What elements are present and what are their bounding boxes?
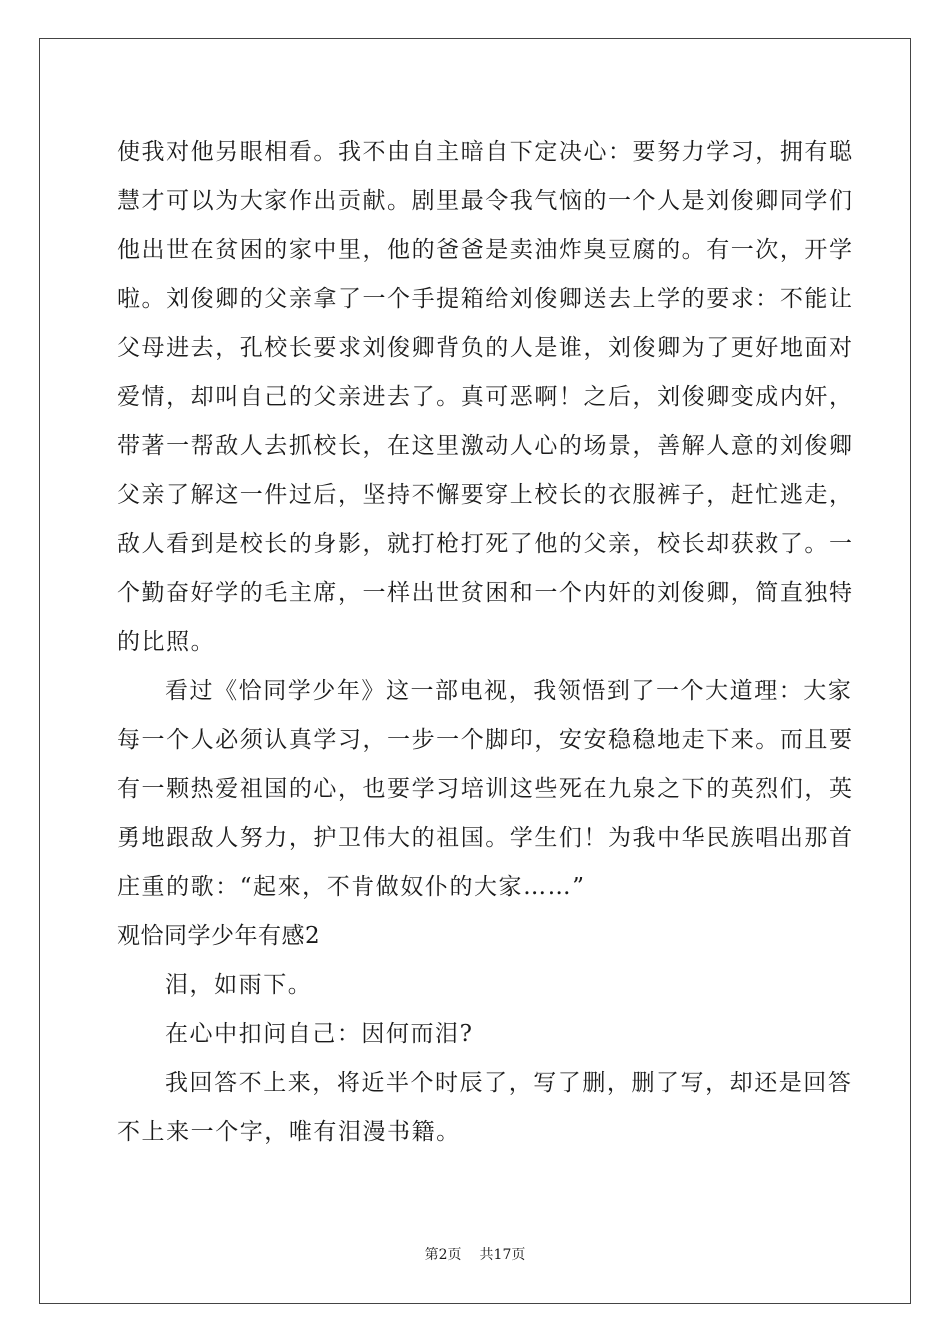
text-line-1: 使我对他另眼相看。我不由自主暗自下定决心：要努力学习，拥有聪 [117,139,854,165]
paragraph-start-line-19: 在心中扣问自己：因何而泪? [165,1021,474,1047]
text-line-6: 爱情，却叫自己的父亲进去了。真可恶啊！之后，刘俊卿变成内奸， [117,384,854,410]
page-number: 第2页 [424,1247,462,1263]
text-line-2: 慧才可以为大家作出贡献。剧里最令我气恼的一个人是刘俊卿同学们 [117,188,854,214]
text-line-21: 不上来一个字，唯有泪漫书籍。 [117,1119,461,1145]
section-heading: 观恰同学少年有感2 [117,923,321,949]
text-line-7: 带著一帮敌人去抓校长，在这里激动人心的场景，善解人意的刘俊卿 [117,433,854,459]
text-line-16: 庄重的歌：“起來，不肯做奴仆的大家……” [117,874,586,900]
text-line-11: 的比照。 [117,629,216,655]
text-line-9: 敌人看到是校长的身影，就打枪打死了他的父亲，校长却获救了。一 [117,531,854,557]
page-footer [0,1244,950,1264]
text-line-13: 每一个人必须认真学习，一步一个脚印，安安稳稳地走下来。而且要 [117,727,854,753]
paragraph-start-line-20: 我回答不上来，将近半个时辰了，写了删，删了写，却还是回答 [165,1070,853,1096]
text-line-15: 勇地跟敌人努力，护卫伟大的祖国。学生们！为我中华民族唱出那首 [117,825,854,851]
text-line-10: 个勤奋好学的毛主席，一样出世贫困和一个内奸的刘俊卿，简直独特 [117,580,854,606]
paragraph-start-line-12: 看过《恰同学少年》这一部电视，我领悟到了一个大道理：大家 [165,678,853,704]
text-line-14: 有一颗热爱祖国的心，也要学习培训这些死在九泉之下的英烈们，英 [117,776,854,802]
text-line-8: 父亲了解这一件过后，坚持不懈要穿上校长的衣服裤子，赶忙逃走， [117,482,854,508]
document-body [117,128,854,1157]
paragraph-start-line-18: 泪，如雨下。 [165,972,313,998]
text-line-5: 父母进去，孔校长要求刘俊卿背负的人是谁，刘俊卿为了更好地面对 [117,335,854,361]
text-line-4: 啦。刘俊卿的父亲拿了一个手提箱给刘俊卿送去上学的要求：不能让 [117,286,854,312]
total-pages: 共17页 [479,1247,526,1263]
text-line-3: 他出世在贫困的家中里，他的爸爸是卖油炸臭豆腐的。有一次，开学 [117,237,854,263]
